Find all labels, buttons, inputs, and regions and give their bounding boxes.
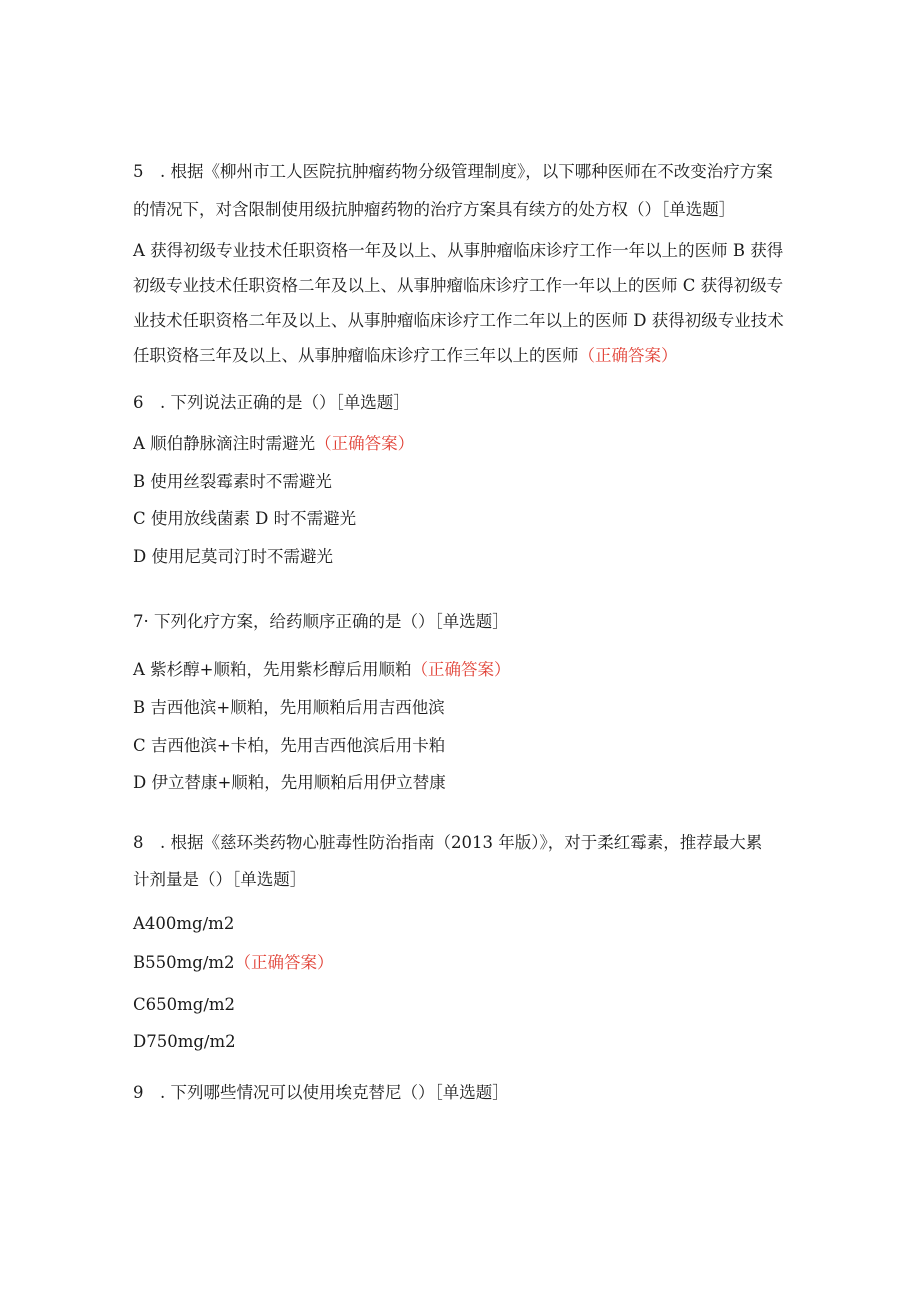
option-text: A 顺伯静脉滴注时需避光 bbox=[133, 434, 316, 453]
question-7-stem: 7· 下列化疗方案，给药顺序正确的是（）［单选题］ bbox=[133, 612, 509, 631]
question-5-stem-line2: 的情况下，对含限制使用级抗肿瘤药物的治疗方案具有续方的处方权（）［单选题］ bbox=[133, 200, 736, 219]
question-7-option-a bbox=[133, 660, 511, 680]
correct-answer-mark: （正确答案） bbox=[315, 434, 415, 453]
question-8-option-b bbox=[133, 953, 334, 973]
question-8-option-d: D750mg∕m2 bbox=[133, 1032, 236, 1051]
question-7-option-d: D 伊立替康+顺粕，先用顺粕后用伊立替康 bbox=[133, 773, 446, 792]
question-5-options-text: A 获得初级专业技术任职资格一年及以上、从事肿瘤临床诊疗工作一年以上的医师 B 获得初级专业技术任职资格二年及以上、从事肿瘤临床诊疗工作一年以上的医师 C 获得初级专业技术任职资格二年及以上、从事肿瘤临床诊疗工作二年以上的医师 D 获得初级专业技术任职资格三年及以上、从事肿瘤临床诊疗工作三年以上的医师 bbox=[133, 241, 784, 365]
question-6-option-a bbox=[133, 434, 414, 454]
question-6-option-b: B 使用丝裂霉素时不需避光 bbox=[133, 472, 332, 491]
correct-answer-mark: （正确答案） bbox=[234, 953, 334, 972]
question-9-stem: 9 . 下列哪些情况可以使用埃克替尼（）［单选题］ bbox=[133, 1083, 509, 1102]
question-8-stem-line1: 8 . 根据《慈环类药物心脏毒性防治指南（2013 年版）》，对于柔红霉素，推荐最大累 bbox=[133, 833, 763, 852]
question-8-option-a: A400mg∕m2 bbox=[133, 914, 235, 933]
question-5-stem-line1: 5 . 根据《柳州市工人医院抗肿瘤药物分级管理制度》，以下哪种医师在不改变治疗方案 bbox=[133, 162, 773, 181]
option-text: A 紫杉醇+顺粕，先用紫杉醇后用顺粕 bbox=[133, 660, 412, 679]
correct-answer-mark: （正确答案） bbox=[411, 660, 511, 679]
question-6-option-d: D 使用尼莫司汀时不需避光 bbox=[133, 547, 333, 566]
question-7-option-c: C 吉西他滨+卡柏，先用吉西他滨后用卡粕 bbox=[133, 736, 446, 755]
question-6-option-c: C 使用放线菌素 D 时不需避光 bbox=[133, 509, 357, 528]
question-6-stem: 6 . 下列说法正确的是（）［单选题］ bbox=[133, 393, 410, 412]
option-text: B550mg∕m2 bbox=[133, 953, 235, 972]
question-8-option-c: C650mg∕m2 bbox=[133, 995, 236, 1014]
correct-answer-mark: （正确答案） bbox=[578, 346, 678, 365]
question-8-stem-line2: 计剂量是（）［单选题］ bbox=[133, 870, 307, 889]
question-5-options bbox=[133, 233, 793, 373]
question-7-option-b: B 吉西他滨+顺粕，先用顺粕后用吉西他滨 bbox=[133, 698, 445, 717]
